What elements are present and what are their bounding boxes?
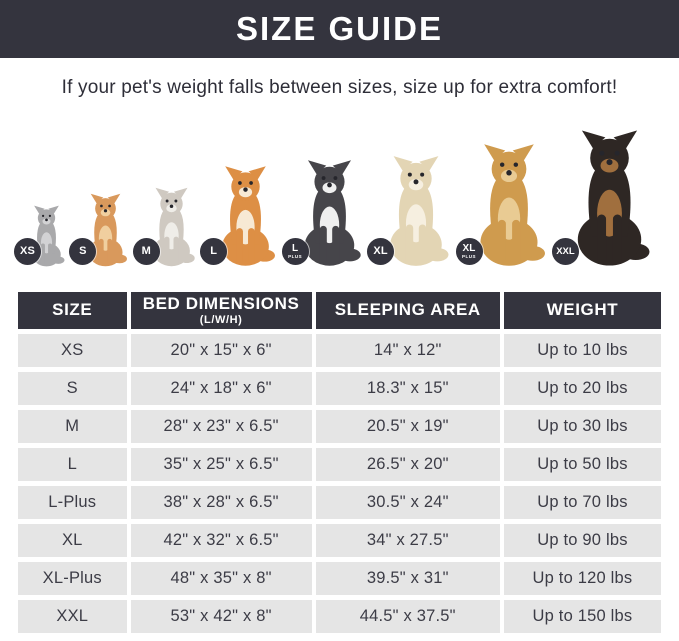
column-header-sleeping-area xyxy=(316,292,500,329)
size-badge-label: XS xyxy=(19,245,36,257)
size-badge-label: M xyxy=(141,245,152,257)
column-header-bed-dimensions xyxy=(131,292,312,329)
size-badge-l-plus xyxy=(282,238,309,265)
cell-bed-dimensions: 24" x 18" x 6" xyxy=(131,372,312,405)
cell-sleeping-area: 44.5" x 37.5" xyxy=(316,600,500,633)
size-table-row-l-plus xyxy=(18,486,661,519)
size-badge-label: L xyxy=(210,245,218,257)
size-table-body xyxy=(18,334,661,633)
cell-sleeping-area: 20.5" x 19" xyxy=(316,410,500,443)
cell-weight: Up to 90 lbs xyxy=(504,524,661,557)
cell-size: M xyxy=(18,410,127,443)
title-bar xyxy=(0,0,679,58)
size-badge-sub-label: PLUS xyxy=(288,254,303,259)
size-badge-m xyxy=(133,238,160,265)
size-table-row-s xyxy=(18,372,661,405)
cell-bed-dimensions: 35" x 25" x 6.5" xyxy=(131,448,312,481)
column-header-bed-dimensions-label: BED DIMENSIONS xyxy=(142,293,300,313)
animal-cat xyxy=(19,205,67,267)
cell-size: XXL xyxy=(18,600,127,633)
animal-shiba-inu xyxy=(212,165,279,267)
column-header-size-label: SIZE xyxy=(52,300,93,320)
cell-weight: Up to 20 lbs xyxy=(504,372,661,405)
cell-weight: Up to 10 lbs xyxy=(504,334,661,367)
cell-weight: Up to 120 lbs xyxy=(504,562,661,595)
size-table-row-m xyxy=(18,410,661,443)
cell-weight: Up to 50 lbs xyxy=(504,448,661,481)
size-table-row-xl-plus xyxy=(18,562,661,595)
size-badge-sub-label: PLUS xyxy=(462,254,477,259)
cell-weight: Up to 150 lbs xyxy=(504,600,661,633)
cell-weight: Up to 30 lbs xyxy=(504,410,661,443)
column-header-sleeping-area-label: SLEEPING AREA xyxy=(334,300,481,320)
header-row xyxy=(18,292,661,329)
size-badge-xl xyxy=(367,238,394,265)
size-table-row-l xyxy=(18,448,661,481)
column-header-weight-label: WEIGHT xyxy=(546,300,619,320)
cell-bed-dimensions: 28" x 23" x 6.5" xyxy=(131,410,312,443)
size-badge-label: XL xyxy=(373,245,388,257)
size-table-row-xs xyxy=(18,334,661,367)
animal-labrador xyxy=(373,155,453,267)
cell-sleeping-area: 26.5" x 20" xyxy=(316,448,500,481)
size-table-header xyxy=(18,292,661,329)
animal-golden-retriever xyxy=(462,143,550,267)
size-badge-xs xyxy=(14,238,41,265)
cell-size: XL-Plus xyxy=(18,562,127,595)
size-badge-label: L xyxy=(292,242,299,254)
size-badge-label: XL xyxy=(462,242,476,254)
cell-bed-dimensions: 53" x 42" x 8" xyxy=(131,600,312,633)
cell-size: L xyxy=(18,448,127,481)
cell-sleeping-area: 30.5" x 24" xyxy=(316,486,500,519)
cell-sleeping-area: 39.5" x 31" xyxy=(316,562,500,595)
cell-size: L-Plus xyxy=(18,486,127,519)
page-title: SIZE GUIDE xyxy=(235,10,444,47)
column-header-size xyxy=(18,292,127,329)
size-guide-table xyxy=(14,287,665,638)
column-header-weight xyxy=(504,292,661,329)
cell-bed-dimensions: 42" x 32" x 6.5" xyxy=(131,524,312,557)
size-table-row-xl xyxy=(18,524,661,557)
size-badge-label: S xyxy=(79,245,87,257)
size-table-row-xxl xyxy=(18,600,661,633)
cell-bed-dimensions: 20" x 15" x 6" xyxy=(131,334,312,367)
subtitle: If your pet's weight falls between sizes, size up for extra comfort! xyxy=(61,77,618,98)
animal-pomeranian xyxy=(81,193,130,267)
cell-weight: Up to 70 lbs xyxy=(504,486,661,519)
animal-size-row xyxy=(19,115,655,267)
size-badge-label: XXL xyxy=(556,245,575,257)
size-badge-xl-plus xyxy=(456,238,483,265)
column-header-bed-dimensions-sub: (L/W/H) xyxy=(199,314,243,327)
cell-bed-dimensions: 48" x 35" x 8" xyxy=(131,562,312,595)
cell-sleeping-area: 34" x 27.5" xyxy=(316,524,500,557)
cell-bed-dimensions: 38" x 28" x 6.5" xyxy=(131,486,312,519)
cell-sleeping-area: 14" x 12" xyxy=(316,334,500,367)
size-badge-xxl xyxy=(552,238,579,265)
cell-size: XL xyxy=(18,524,127,557)
animal-doberman xyxy=(556,129,655,267)
animal-border-collie xyxy=(288,159,365,267)
cell-sleeping-area: 18.3" x 15" xyxy=(316,372,500,405)
animal-french-bulldog xyxy=(141,187,198,267)
cell-size: XS xyxy=(18,334,127,367)
cell-size: S xyxy=(18,372,127,405)
